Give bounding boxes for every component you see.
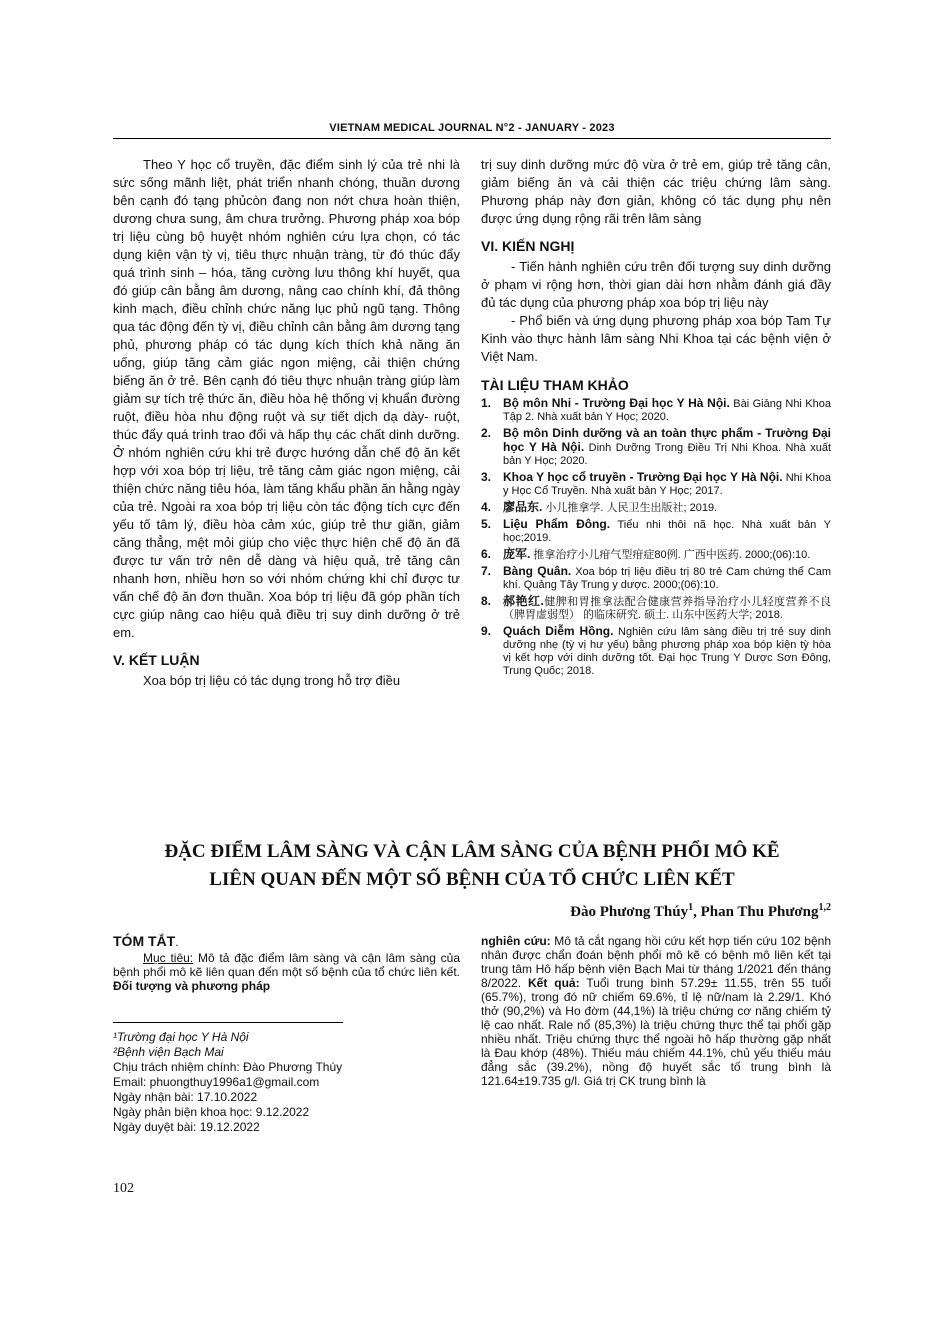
reference-number: 1. bbox=[481, 396, 492, 410]
methods-label-continued: nghiên cứu: bbox=[481, 934, 551, 948]
affiliation-1: ¹Trường đại học Y Hà Nội bbox=[113, 1030, 249, 1044]
reference-text: Nhi Khoa y Học Cổ Truyền. Nhà xuất bản Y Học; 2017. bbox=[503, 472, 831, 497]
authors bbox=[570, 902, 831, 921]
author-2: Phan Thu Phương bbox=[700, 904, 819, 920]
article-title bbox=[113, 838, 831, 894]
reference-author: 郝艳红. bbox=[503, 594, 544, 608]
reference-item bbox=[481, 518, 831, 545]
left-column bbox=[113, 156, 460, 690]
page-number: 102 bbox=[113, 1181, 134, 1196]
reference-text: Dinh Dưỡng Trong Điều Trị Nhi Khoa. Nhà xuất bản Y Học; 2020. bbox=[503, 442, 831, 467]
discussion-paragraph: Theo Y học cổ truyền, đặc điểm sinh lý của trẻ nhi là sức sống mãnh liệt, phát triển nhanh chóng, thuần dương bên cạnh đó tạng phủcòn đang non nớt chưa hoàn thiện, dương chưa sung, âm chưa trưởng. Phương pháp xoa bóp trị liệu cùng bộ huyệt nhóm nghiên cứu lựa chọn, có tác dụng kiện vận tỳ vị, tiêu thực nhuận tràng, từ đó thúc đẩy quá trình sinh – hóa, tăng cường lưu thông khí huyết, qua đó giúp cân bằng âm dương, nâng cao chính khí, đả thông kinh mạch, điều chỉnh chức năng lục phủ ngũ tạng. Thông qua tác động đến tỳ vị, điều chỉnh cân bằng âm dương tạng phủ, phương pháp có tác dụng kích thích khả năng ăn uống, giúp tăng cảm giác ngon miệng, cải thiện chứng biếng ăn ở trẻ. Bên cạnh đó tiêu thực nhuận tràng giúp làm giảm sự tích trệ thức ăn, điều hòa hệ thống vị khuẩn đường ruột, điều hòa nhu động ruột và sự tiết dịch dạ dày- ruột, thúc đẩy quá trình trao đổi và hấp thụ các chất dinh dưỡng. Ở nhóm nghiên cứu khi trẻ được hướng dẫn chế độ ăn kết hợp với xoa bóp trị liệu, trẻ tăng cảm giác ngon miệng, cải thiện chức năng tiêu hóa, làm tăng khẩu phần ăn hằng ngày của trẻ. Ngoài ra xoa bóp trị liệu còn tác động tích cực đến yếu tố tâm lý, điều hòa cảm xúc, giúp trẻ thư giãn, giảm căng thẳng, mệt mỏi giúp cho việc thực hiện chế độ ăn đã được tư vấn trở nên dễ dàng và hiệu quả, trẻ tăng cân nhanh hơn, nhiều hơn so với nhóm chứng khi chỉ được tư vấn chế độ ăn đơn thuần. Xoa bóp trị liệu đã góp phần tích cực giúp nâng cao hiệu quả điều trị suy dinh dưỡng ở trẻ em. bbox=[113, 157, 460, 640]
reference-number: 5. bbox=[481, 517, 492, 531]
reference-author: Bàng Quân. bbox=[503, 564, 572, 578]
reference-item bbox=[481, 471, 831, 498]
reference-number: 3. bbox=[481, 470, 492, 484]
reference-text: Nghiên cứu lâm sàng điều trị trẻ suy dinh dưỡng nhẹ (tỳ vị hư yếu) bằng phương pháp xoa bóp kiện tỳ hòa vị kết hợp với dinh dưỡng tốt. Đại học Trung Y Dược Sơn Đông, Trung Quốc; 2018. bbox=[503, 626, 831, 677]
reference-number: 8. bbox=[481, 594, 492, 608]
footnote-rule bbox=[113, 1022, 343, 1023]
author-2-affiliation: 1,2 bbox=[818, 902, 831, 913]
reference-number: 9. bbox=[481, 624, 492, 638]
reference-author: Quách Diễm Hồng. bbox=[503, 624, 614, 638]
abstract-right bbox=[481, 934, 831, 1088]
reference-text: Xoa bóp trị liệu điều trị 80 trẻ Cam chứng thể Cam khí. Quảng Tây Trung y dược. 2000;(06):10. bbox=[503, 566, 831, 591]
email: Email: phuongthuy1996a1@gmail.com bbox=[113, 1075, 320, 1089]
reference-item bbox=[481, 625, 831, 678]
title-line-1: ĐẶC ĐIỂM LÂM SÀNG VÀ CẬN LÂM SÀNG CỦA BỆNH PHỔI MÔ KẼ bbox=[164, 841, 780, 862]
reference-text: 小儿推拿学. 人民卫生出版社; 2019. bbox=[542, 502, 718, 514]
reference-item bbox=[481, 397, 831, 424]
reference-number: 7. bbox=[481, 564, 492, 578]
reference-number: 2. bbox=[481, 426, 492, 440]
reference-text: Tiểu nhi thôi nã học. Nhà xuất bản Y học;2019. bbox=[503, 519, 831, 544]
reference-number: 4. bbox=[481, 500, 492, 514]
accepted-date: Ngày duyệt bài: 19.12.2022 bbox=[113, 1120, 260, 1134]
references-heading: TÀI LIỆU THAM KHẢO bbox=[481, 377, 629, 393]
reference-item bbox=[481, 595, 831, 622]
conclusion-continued: trị suy dinh dưỡng mức độ vừa ở trẻ em, giúp trẻ tăng cân, giảm biếng ăn và cải thiện các triệu chứng lâm sàng. Phương pháp này đơn giản, không có tác dụng phụ nên được ứng dụng rộng rãi trên lâm sàng bbox=[481, 157, 831, 226]
author-1: Đào Phương Thúy bbox=[570, 904, 689, 920]
reference-text: Bài Giảng Nhi Khoa Tập 2. Nhà xuất bản Y Học; 2020. bbox=[503, 398, 831, 423]
title-line-2: LIÊN QUAN ĐẾN MỘT SỐ BỆNH CỦA TỔ CHỨC LIÊN KẾT bbox=[209, 869, 735, 890]
reference-author: Bộ môn Nhi - Trường Đại học Y Hà Nội. bbox=[503, 396, 730, 410]
results-text: Tuổi trung bình 57.29± 11.55, trên 55 tuổi (65.7%), trong đó nữ chiếm 69.6%, tỉ lệ nữ/nam là 2.29/1. Khó thở (90,2%) và Ho đờm (44,1%) là triệu chứng cơ năng chiếm tỷ lệ cao nhất. Rale nổ (85,3%) là triệu chứng thực thể tại phổi gặp nhiều nhất. Triệu chứng thực thể ngoài hô hấp thường gặp nhất là Đau khớp (48%). Thiếu máu chiếm 44.1%, chủ yếu thiếu máu đẳng sắc (39.2%), nồng độ huyết sắc tố trung bình là 121.64±19.735 g/l. Giá trị CK trung bình là bbox=[481, 976, 831, 1088]
references-list bbox=[481, 397, 831, 678]
reference-author: Khoa Y học cổ truyền - Trường Đại học Y Hà Nội. bbox=[503, 470, 783, 484]
reference-number: 6. bbox=[481, 547, 492, 561]
corresponding-author: Chịu trách nhiệm chính: Đào Phương Thúy bbox=[113, 1060, 343, 1074]
abstract-objective: Mục tiêu: Mô tả đặc điểm lâm sàng và cận lâm sàng của bệnh phổi mô kẽ liên quan đến một số bệnh của tổ chức liên kết. Đối tượng và phương pháp bbox=[113, 951, 461, 993]
results-label: Kết quả: bbox=[527, 976, 580, 990]
reference-author: 廖品东. bbox=[503, 500, 543, 514]
reference-author: Bộ môn Dinh dưỡng và an toàn thực phẩm - Trường Đại học Y Hà Nội. bbox=[503, 426, 831, 454]
reference-author: 庞军. bbox=[503, 547, 531, 561]
reference-item bbox=[481, 565, 831, 592]
objective-label: Mục tiêu: bbox=[143, 951, 194, 965]
section-conclusion-heading: V. KẾT LUẬN bbox=[113, 652, 200, 668]
reference-item bbox=[481, 548, 831, 562]
methods-label: Đối tượng và phương pháp bbox=[113, 979, 271, 993]
review-date: Ngày phản biện khoa học: 9.12.2022 bbox=[113, 1105, 310, 1119]
reference-item bbox=[481, 501, 831, 515]
received-date: Ngày nhận bài: 17.10.2022 bbox=[113, 1090, 258, 1104]
reference-author: Liệu Phẩm Đông. bbox=[503, 517, 611, 531]
section-recommendation-heading: VI. KIẾN NGHỊ bbox=[481, 238, 575, 254]
conclusion-paragraph: Xoa bóp trị liệu có tác dụng trong hỗ trợ điều bbox=[143, 673, 401, 688]
reference-item bbox=[481, 427, 831, 468]
affiliation-2: ²Bệnh viện Bạch Mai bbox=[113, 1045, 224, 1059]
recommendation-2: - Phổ biến và ứng dụng phương pháp xoa bóp Tam Tự Kinh vào thực hành lâm sàng Nhi Khoa tại các bệnh viện ở Việt Nam. bbox=[481, 313, 831, 364]
reference-text: 推拿治疗小儿疳气型疳症80例. 广西中医药. 2000;(06):10. bbox=[530, 549, 811, 561]
journal-header: VIETNAM MEDICAL JOURNAL N°2 - JANUARY - 2023 bbox=[329, 122, 615, 134]
recommendation-1: - Tiến hành nghiên cứu trên đối tượng suy dinh dưỡng ở phạm vi rộng hơn, thời gian dài hơn nhằm đánh giá đầy đủ tác dụng của phương pháp xoa bóp trị liệu này bbox=[481, 259, 831, 310]
author-separator: , bbox=[693, 904, 701, 920]
right-column bbox=[481, 156, 831, 681]
header-rule bbox=[113, 138, 831, 139]
reference-text: 健脾和胃推拿法配合健康营养指导治疗小儿轻度营养不良 （脾胃虚弱型） 的临床研究. 硕士. 山东中医药大学; 2018. bbox=[503, 596, 832, 621]
abstract-left: TÓM TẮT. Mục tiêu: Mô tả đặc điểm lâm sàng và cận lâm sàng của bệnh phổi mô kẽ liên quan đến một số bệnh của tổ chức liên kết. Đối tượng và phương pháp bbox=[113, 933, 461, 993]
abstract-heading: TÓM TẮT bbox=[113, 933, 176, 949]
author-1-affiliation: 1 bbox=[688, 902, 694, 913]
footnotes bbox=[113, 1030, 460, 1135]
methods-text: Mô tả cắt ngang hồi cứu kết hợp tiến cứu 102 bệnh nhân được chẩn đoán bệnh phổi mô kẽ có bệnh mô liên kết tại trung tâm Hô hấp bệnh viện Bạch Mai từ tháng 1/2021 đến tháng 8/2022. bbox=[481, 934, 831, 990]
